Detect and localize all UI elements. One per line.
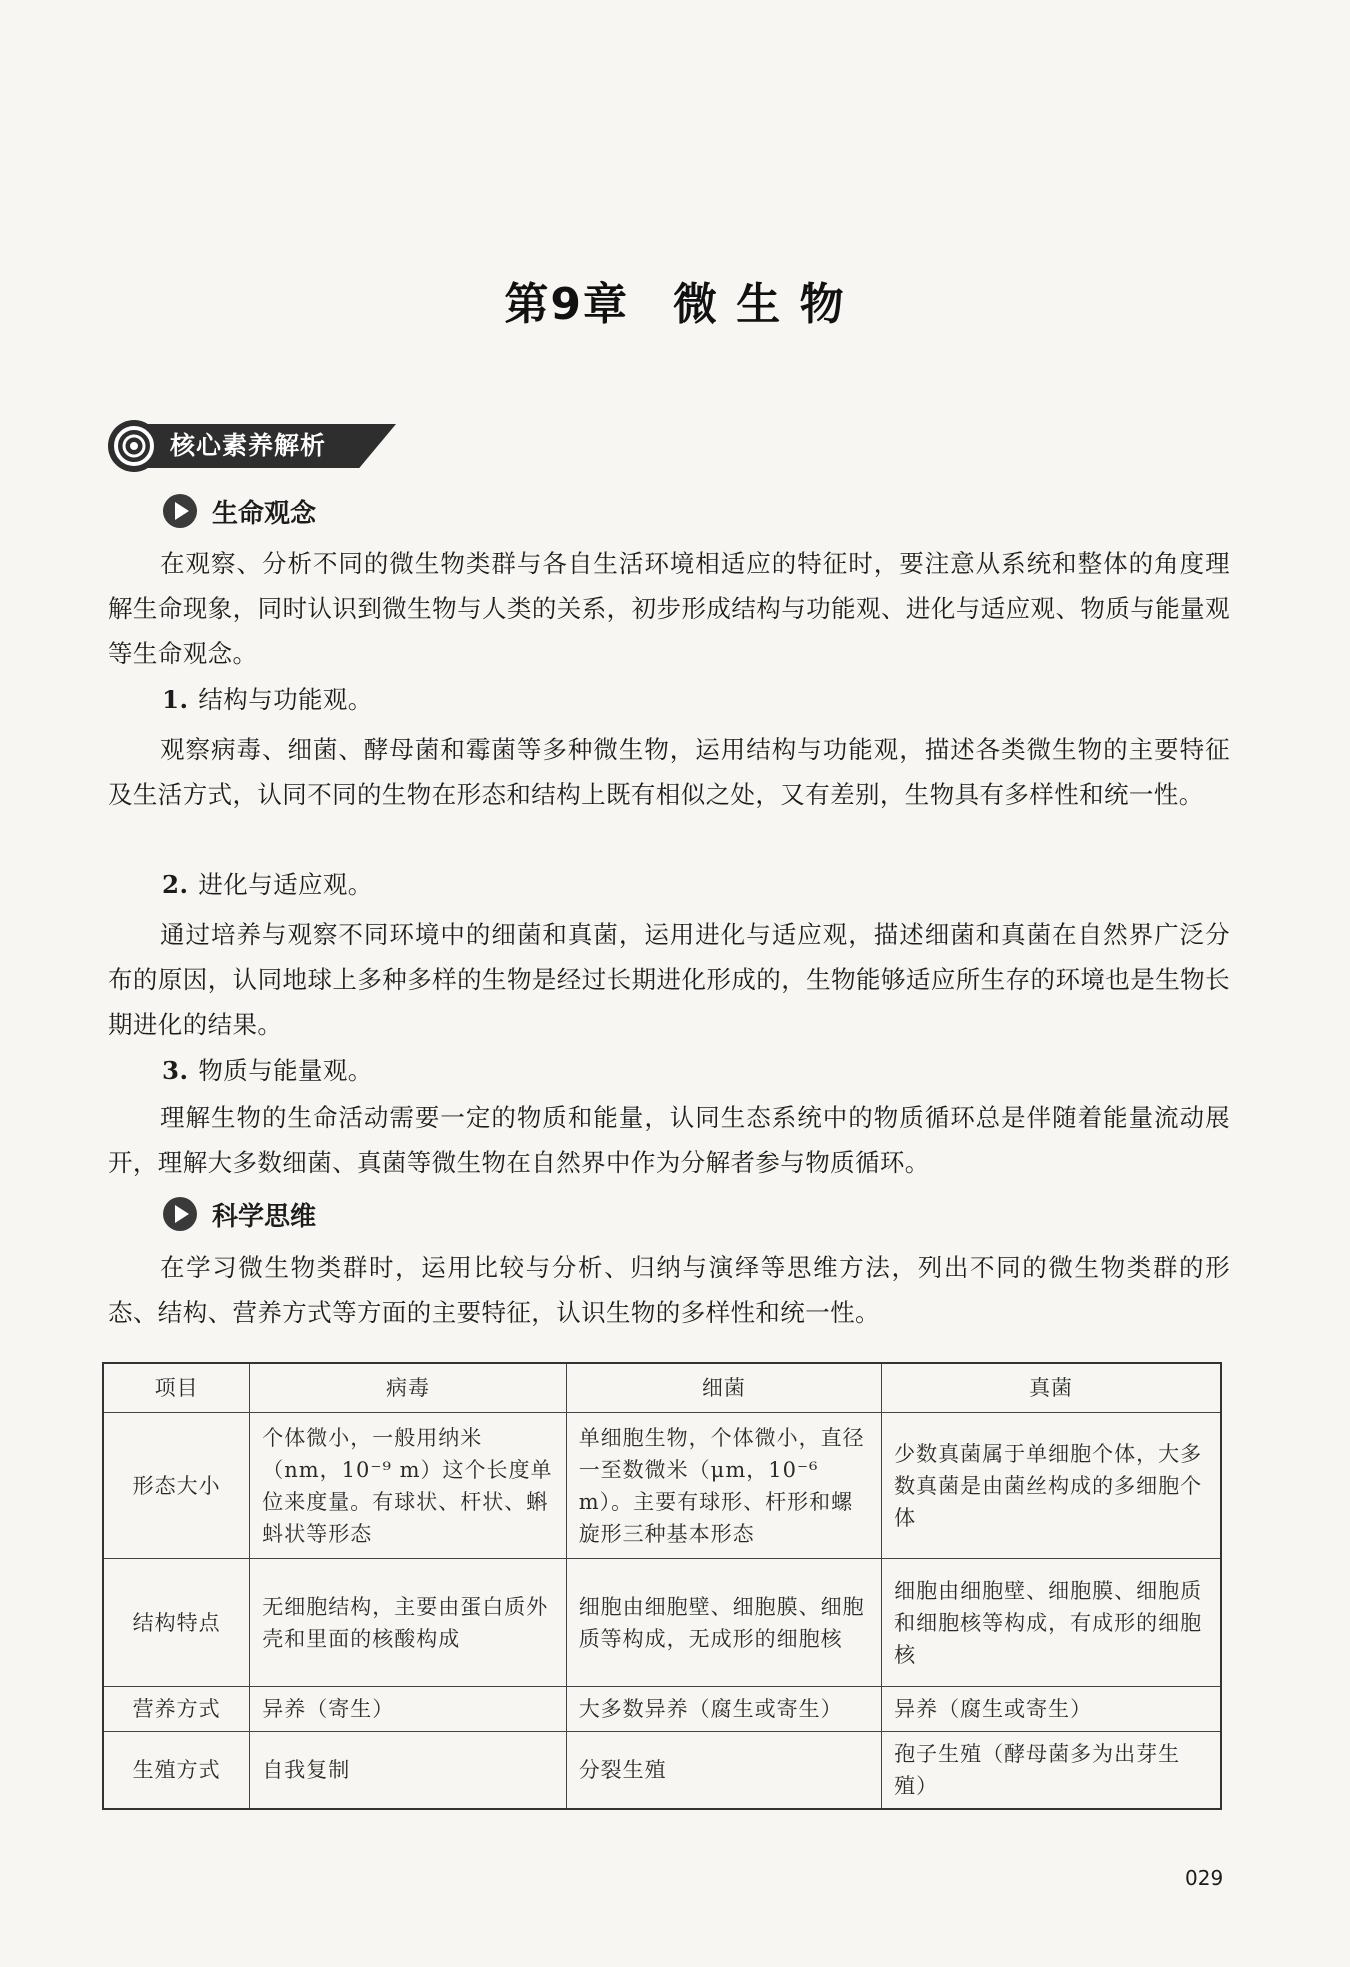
table-row [103, 1732, 1221, 1810]
table-cell: 单细胞生物，个体微小，直径一至数微米（μm，10⁻⁶ m）。主要有球形、杆形和螺旋形三种基本形态 [566, 1413, 881, 1559]
table-row-label: 形态大小 [103, 1413, 250, 1559]
chapter-number: 第9章 [504, 279, 629, 330]
subheading-text: 进化与适应观。 [198, 870, 373, 899]
subheading-matter-energy [162, 1048, 373, 1093]
table-row [103, 1559, 1221, 1687]
matter-energy-text: 理解生物的生命活动需要一定的物质和能量，认同生态系统中的物质循环总是伴随着能量流动展开，理解大多数细菌、真菌等微生物在自然界中作为分解者参与物质循环。 [108, 1103, 1230, 1177]
table-cell: 异养（寄生） [250, 1687, 566, 1732]
chapter-title [0, 268, 1350, 332]
table-cell: 大多数异养（腐生或寄生） [566, 1687, 881, 1732]
table-cell: 异养（腐生或寄生） [882, 1687, 1221, 1732]
structure-function-text: 观察病毒、细菌、酵母菌和霉菌等多种微生物，运用结构与功能观，描述各类微生物的主要特征及生活方式，认同不同的生物在形态和结构上既有相似之处，又有差别，生物具有多样性和统一性。 [108, 735, 1230, 809]
section-heading-text: 生命观念 [212, 498, 317, 529]
table-cell: 无细胞结构，主要由蛋白质外壳和里面的核酸构成 [250, 1559, 566, 1687]
table-row [103, 1413, 1221, 1559]
section-heading-life-concept [162, 491, 316, 531]
subheading-number: 3. [162, 1056, 189, 1085]
table-row-label: 结构特点 [103, 1559, 250, 1687]
table-header: 细菌 [566, 1363, 881, 1413]
microbe-comparison-table [102, 1362, 1222, 1810]
table-row-label: 生殖方式 [103, 1732, 250, 1810]
table-cell: 自我复制 [250, 1732, 566, 1810]
core-literacy-banner [108, 420, 398, 472]
subheading-number: 2. [162, 870, 189, 899]
table-row-label: 营养方式 [103, 1687, 250, 1732]
chapter-name: 微 生 物 [672, 279, 846, 330]
table-cell: 细胞由细胞壁、细胞膜、细胞质和细胞核等构成，有成形的细胞核 [882, 1559, 1221, 1687]
subheading-text: 物质与能量观。 [198, 1056, 373, 1085]
section-heading-text: 科学思维 [212, 1201, 317, 1232]
table-cell: 分裂生殖 [566, 1732, 881, 1810]
subheading-number: 1. [162, 685, 189, 714]
banner-label: 核心素养解析 [170, 431, 327, 460]
subheading-structure-function [162, 677, 373, 722]
table-header-row [103, 1363, 1221, 1413]
table-cell: 少数真菌属于单细胞个体，大多数真菌是由菌丝构成的多细胞个体 [882, 1413, 1221, 1559]
table-row [103, 1687, 1221, 1732]
table-header: 真菌 [882, 1363, 1221, 1413]
target-icon [108, 420, 160, 472]
play-arrow-icon [162, 493, 198, 529]
section-heading-scientific-thinking [162, 1194, 316, 1234]
subheading-text: 结构与功能观。 [198, 685, 373, 714]
play-arrow-icon [162, 1196, 198, 1232]
evolution-adaptation-text: 通过培养与观察不同环境中的细菌和真菌，运用进化与适应观，描述细菌和真菌在自然界广泛分布的原因，认同地球上多种多样的生物是经过长期进化形成的，生物能够适应所生存的环境也是生物长期进化的结果。 [108, 920, 1230, 1039]
life-concept-intro: 在观察、分析不同的微生物类群与各自生活环境相适应的特征时，要注意从系统和整体的角度理解生命现象，同时认识到微生物与人类的关系，初步形成结构与功能观、进化与适应观、物质与能量观等生命观念。 [108, 549, 1230, 668]
table-cell: 细胞由细胞壁、细胞膜、细胞质等构成，无成形的细胞核 [566, 1559, 881, 1687]
page-number: 029 [1185, 1866, 1224, 1890]
table-header: 项目 [103, 1363, 250, 1413]
subheading-evolution-adaptation [162, 862, 373, 907]
table-header: 病毒 [250, 1363, 566, 1413]
table-cell: 孢子生殖（酵母菌多为出芽生殖） [882, 1732, 1221, 1810]
scientific-thinking-intro: 在学习微生物类群时，运用比较与分析、归纳与演绎等思维方法，列出不同的微生物类群的形态、结构、营养方式等方面的主要特征，认识生物的多样性和统一性。 [108, 1253, 1230, 1327]
table-cell: 个体微小，一般用纳米（nm，10⁻⁹ m）这个长度单位来度量。有球状、杆状、蝌蚪状等形态 [250, 1413, 566, 1559]
